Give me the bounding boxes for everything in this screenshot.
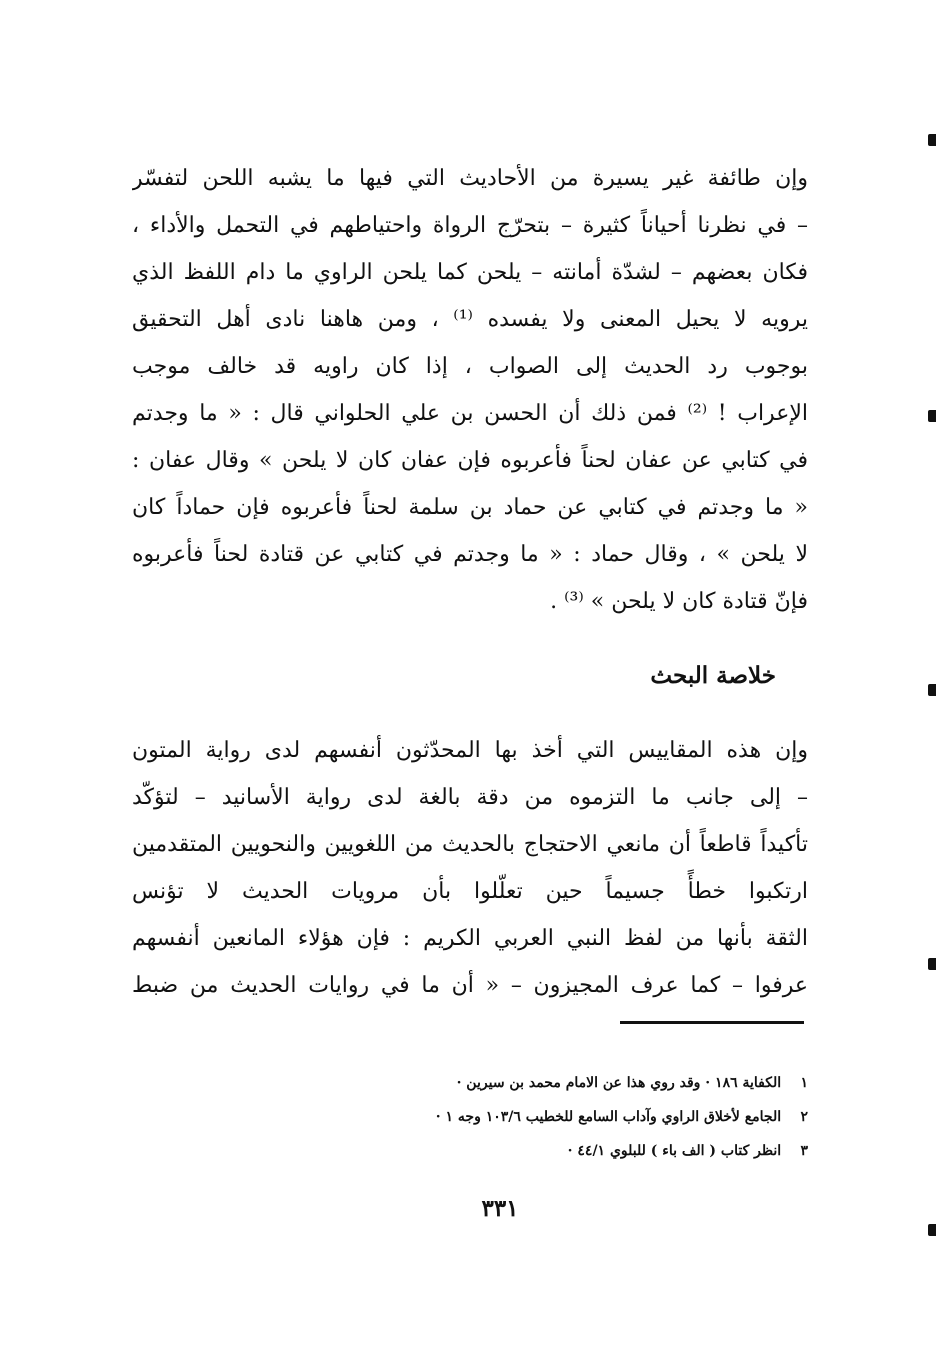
section-heading: خلاصة البحث	[650, 662, 776, 689]
footnote-number: ٢	[800, 1109, 808, 1125]
paragraph-line: تأكيداً قاطعاً أن مانعي الاحتجاج بالحديث من اللغويين والنحويين المتقدمين	[132, 832, 808, 857]
paragraph-line: عرفوا – كما عرف المجيزون – « أن ما في روايات الحديث من ضبط	[132, 973, 808, 998]
footnote-3	[132, 1134, 808, 1168]
paragraph-line: – إلى جانب ما التزموه من دقة بالغة لدى رواية الأسانيد – لتؤكّد	[132, 785, 808, 810]
paragraph-line: الإعراب ! ⁽²⁾ فمن ذلك أن الحسن بن علي الحلواني قال : « ما وجدتم	[132, 401, 808, 426]
footnote-text: الكفاية ١٨٦ · وقد روي هذا عن الامام محمد بن سيرين ·	[456, 1075, 782, 1091]
paragraph-line: وإن طائفة غير يسيرة من الأحاديث التي فيها ما يشبه اللحن لتفسّر	[132, 166, 808, 191]
footnote-text: انظر كتاب ( الف باء ) للبلوي ٤٤/١ ·	[567, 1143, 782, 1159]
footnotes	[132, 1066, 808, 1168]
paragraph-line: بوجوب رد الحديث إلى الصواب ، إذا كان راويه قد خالف موجب	[132, 354, 808, 379]
paragraph-line: « ما وجدتم في كتابي عن حماد بن سلمة لحناً فأعربوه فإن حماداً كان	[132, 495, 808, 520]
footnote-number: ١	[800, 1075, 808, 1091]
margin-mark	[928, 410, 936, 422]
paragraph-line: في كتابي عن عفان لحناً فأعربوه فإن عفان كان لا يلحن » وقال عفان :	[132, 448, 808, 473]
paragraph-line: وإن هذه المقاييس التي أخذ بها المحدّثون أنفسهم لدى رواية المتون	[132, 738, 808, 763]
paragraph-line: فإنّ قتادة كان لا يلحن » ⁽³⁾ .	[550, 589, 808, 614]
paragraph-line: الثقة بأنها من لفظ النبي العربي الكريم : فإن هؤلاء المانعين أنفسهم	[132, 926, 808, 951]
paragraph-line: يرويه لا يحيل المعنى ولا يفسده ⁽¹⁾ ، ومن هاهنا نادى أهل التحقيق	[132, 307, 808, 332]
paragraph-line: – في نظرنا أحياناً كثيرة – بتحرّج الرواة واحتياطهم في التحمل والأداء ،	[132, 213, 808, 238]
paragraph-1	[132, 155, 808, 625]
margin-mark	[928, 958, 936, 970]
footnote-1	[132, 1066, 808, 1100]
paragraph-line: لا يلحن » ، وقال حماد : « ما وجدتم في كتابي عن قتادة لحناً فأعربوه	[132, 542, 808, 567]
footnote-2	[132, 1100, 808, 1134]
footnote-number: ٣	[800, 1143, 808, 1159]
margin-mark	[928, 1224, 936, 1236]
margin-mark	[928, 684, 936, 696]
footnote-divider	[620, 1021, 804, 1024]
footnote-text: الجامع لأخلاق الراوي وآداب السامع للخطيب ١٠٣/٦ وجه ١ ·	[435, 1109, 782, 1125]
paragraph-2	[132, 727, 808, 1009]
margin-mark	[928, 134, 936, 146]
page-number: ٣٣١	[481, 1195, 519, 1222]
paragraph-line: فكان بعضهم – لشدّة أمانته – يلحن كما يلحن الراوي ما دام اللفظ الذي	[132, 260, 808, 285]
paragraph-line: ارتكبوا خطأً جسيماً حين تعلّلوا بأن مرويات الحديث لا تؤنس	[132, 879, 808, 904]
